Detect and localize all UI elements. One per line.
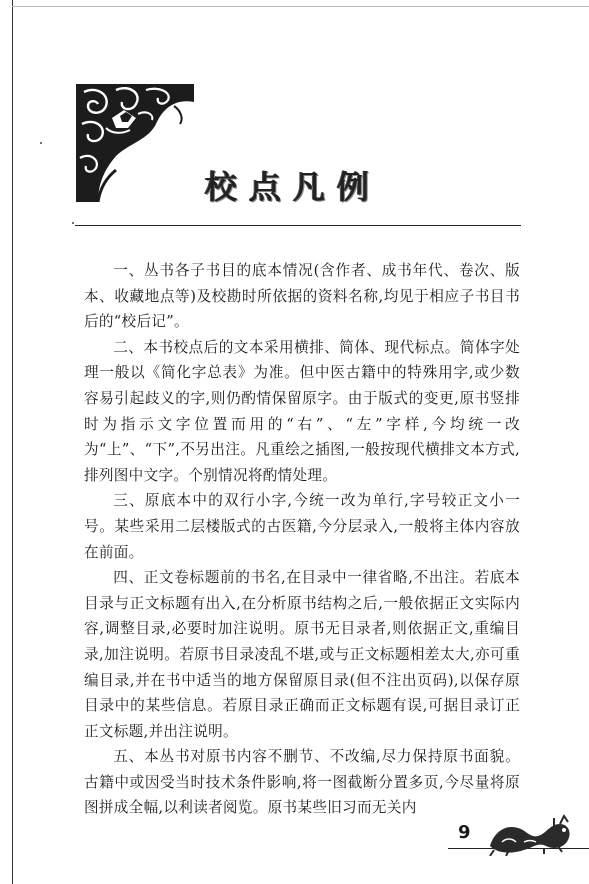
body-text [84, 258, 520, 821]
page-title: 校点凡例 [205, 168, 382, 206]
page-top-border [12, 6, 589, 7]
dragon-ornament-icon [484, 812, 574, 856]
paragraph-1: 一、丛书各子书目的底本情况(含作者、成书年代、卷次、版本、收藏地点等)及校勘时所依据的资料名称,均见于相应子书目书后的“校后记”。 [84, 262, 520, 331]
paragraph-5: 五、本丛书对原书内容不删节、不改编,尽力保持原书面貌。古籍中或因受当时技术条件影响,将一图截断分置多页,今尽量将原图拼成全幅,以利读者阅览。原书某些旧习而无关内 [84, 748, 520, 817]
page-left-border [12, 0, 13, 884]
scan-speck [72, 222, 74, 224]
paragraph-3: 三、原底本中的双行小字,今统一改为单行,字号较正文小一号。某些采用二层楼版式的古医籍,今分层录入,一般将主体内容放在前面。 [84, 492, 520, 561]
cloud-crane-ornament-icon [76, 84, 194, 202]
scan-speck [40, 142, 42, 144]
paragraph-2: 二、本书校点后的文本采用横排、简体、现代标点。简体字处理一般以《简化字总表》为准。但中医古籍中的特殊用字,或少数容易引起歧义的字,则仍酌情保留原字。由于版式的变更,原书竖排时为指示文字位置而用的“右”、“左”字样,今均统一改为“上”、“下”,不另出注。凡重绘之插图,一般按现代横排文本方式,排列图中文字。个别情况将酌情处理。 [84, 338, 520, 484]
title-divider [75, 225, 521, 226]
paragraph-4: 四、正文卷标题前的书名,在目录中一律省略,不出注。若底本目录与正文标题有出入,在分析原书结构之后,一般依据正文实际内容,调整目录,必要时加注说明。原书无目录者,则依据正文,重编目录,加注说明。若原书目录凌乱不堪,或与正文标题相差太大,亦可重编目录,并在书中适当的地方保留原目录(但不注出页码),以保存原目录中的某些信息。若原目录正确而正文标题有误,可据目录订正正文标题,并出注说明。 [84, 569, 520, 740]
page-number: 9 [458, 822, 471, 843]
